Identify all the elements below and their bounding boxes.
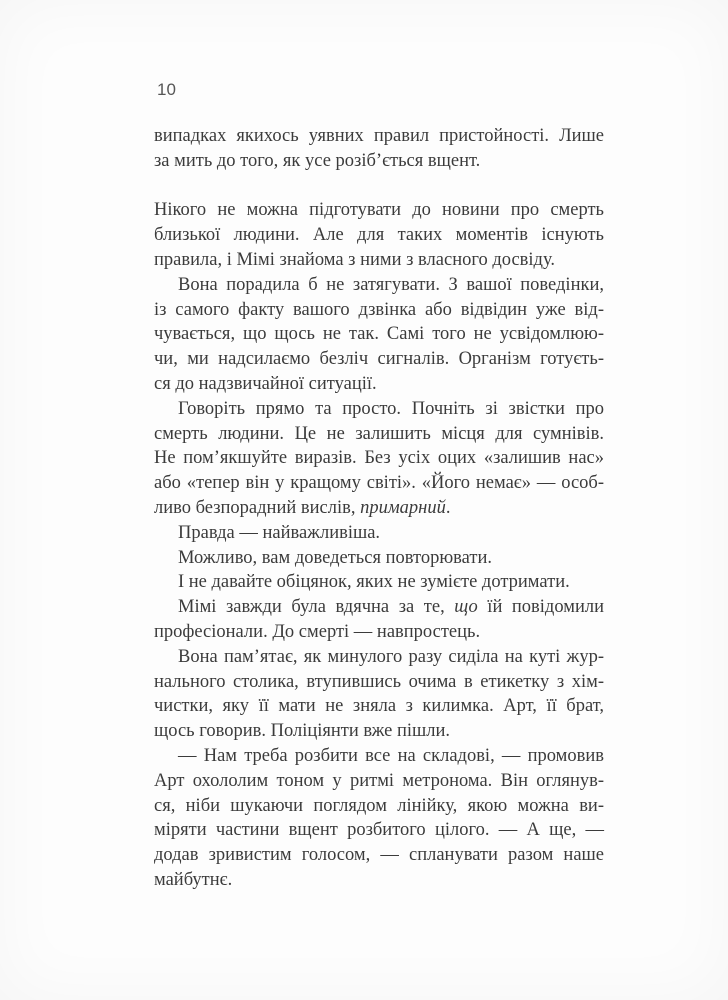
text-line: щось говорив. Поліціянти вже пішли. [154,721,451,742]
text-line: Не пом’якшуйте виразів. Без усіх оцих «залишив нас» [154,448,604,469]
paragraph [154,198,604,272]
text-line: ся до надзвичайної ситуації. [154,373,377,394]
paragraph [154,744,604,893]
text-line: Вона порадила б не затягувати. З вашої поведінки, [178,274,604,295]
paragraph [154,124,604,174]
paragraph [154,546,604,571]
text-line: чи, ми надсилаємо безліч сигналів. Організм готуєть- [154,349,604,370]
text-line: Нікого не можна підготувати до новини про смерть [154,200,604,221]
text-line: І не давайте обіцянок, яких не зумієте дотримати. [178,572,570,593]
paragraph [154,521,604,546]
paragraph [154,595,604,645]
text-line: Говоріть прямо та просто. Почніть зі звістки про [178,398,604,419]
text-line: додав зривистим голосом, — спланувати разом наше [154,845,604,866]
text-line: смерть людини. Це не залишить місця для сумнівів. [154,423,604,444]
text-line: майбутнє. [154,869,233,890]
text-line: нального столика, втупившись очима в етикетку з хім- [154,671,604,692]
text-line: або «тепер він у кращому світі». «Його немає» — особ- [154,473,604,494]
text-line: чистки, яку її мати не зняла з килимка. Арт, її брат, [154,696,604,717]
text-line: професіонали. До смерті — навпростець. [154,621,481,642]
text-line: за мить до того, як усе розіб’ється вщент. [154,150,481,171]
text-line: із самого факту вашого дзвінка або відвідин уже від- [154,299,604,320]
page-number: 10 [157,80,176,99]
text-line: Можливо, вам доведеться повторювати. [178,547,493,568]
paragraph [154,273,604,397]
text-line: міряти частини вщент розбитого цілого. — А ще, — [154,820,604,841]
text-line: Арт охололим тоном у ритмі метронома. Він оглянув- [154,770,604,791]
paragraph [154,645,604,744]
text-line: ливо безпорадний вислів, примарний. [154,497,451,518]
text-line: Мімі завжди була вдячна за те, що їй повідомили [178,597,604,618]
text-line: Правда — найважливіша. [178,522,381,543]
text-line: — Нам треба розбити все на складові, — промовив [178,745,604,766]
text-line: правила, і Мімі знайома з ними з власного досвіду. [154,249,555,270]
text-line: Вона пам’ятає, як минулого разу сиділа на куті жур- [178,646,604,667]
text-line: випадках якихось уявних правил пристойності. Лише [154,126,604,146]
text-line: близької людини. Але для таких моментів існують [154,225,604,246]
text-line: ся, ніби шукаючи поглядом лінійку, якою можна ви- [154,795,604,816]
text-line: чувається, що щось не так. Самі того не усвідомлюю- [154,324,604,345]
paragraph [154,397,604,521]
text-block [154,124,604,893]
paragraph [154,570,604,595]
